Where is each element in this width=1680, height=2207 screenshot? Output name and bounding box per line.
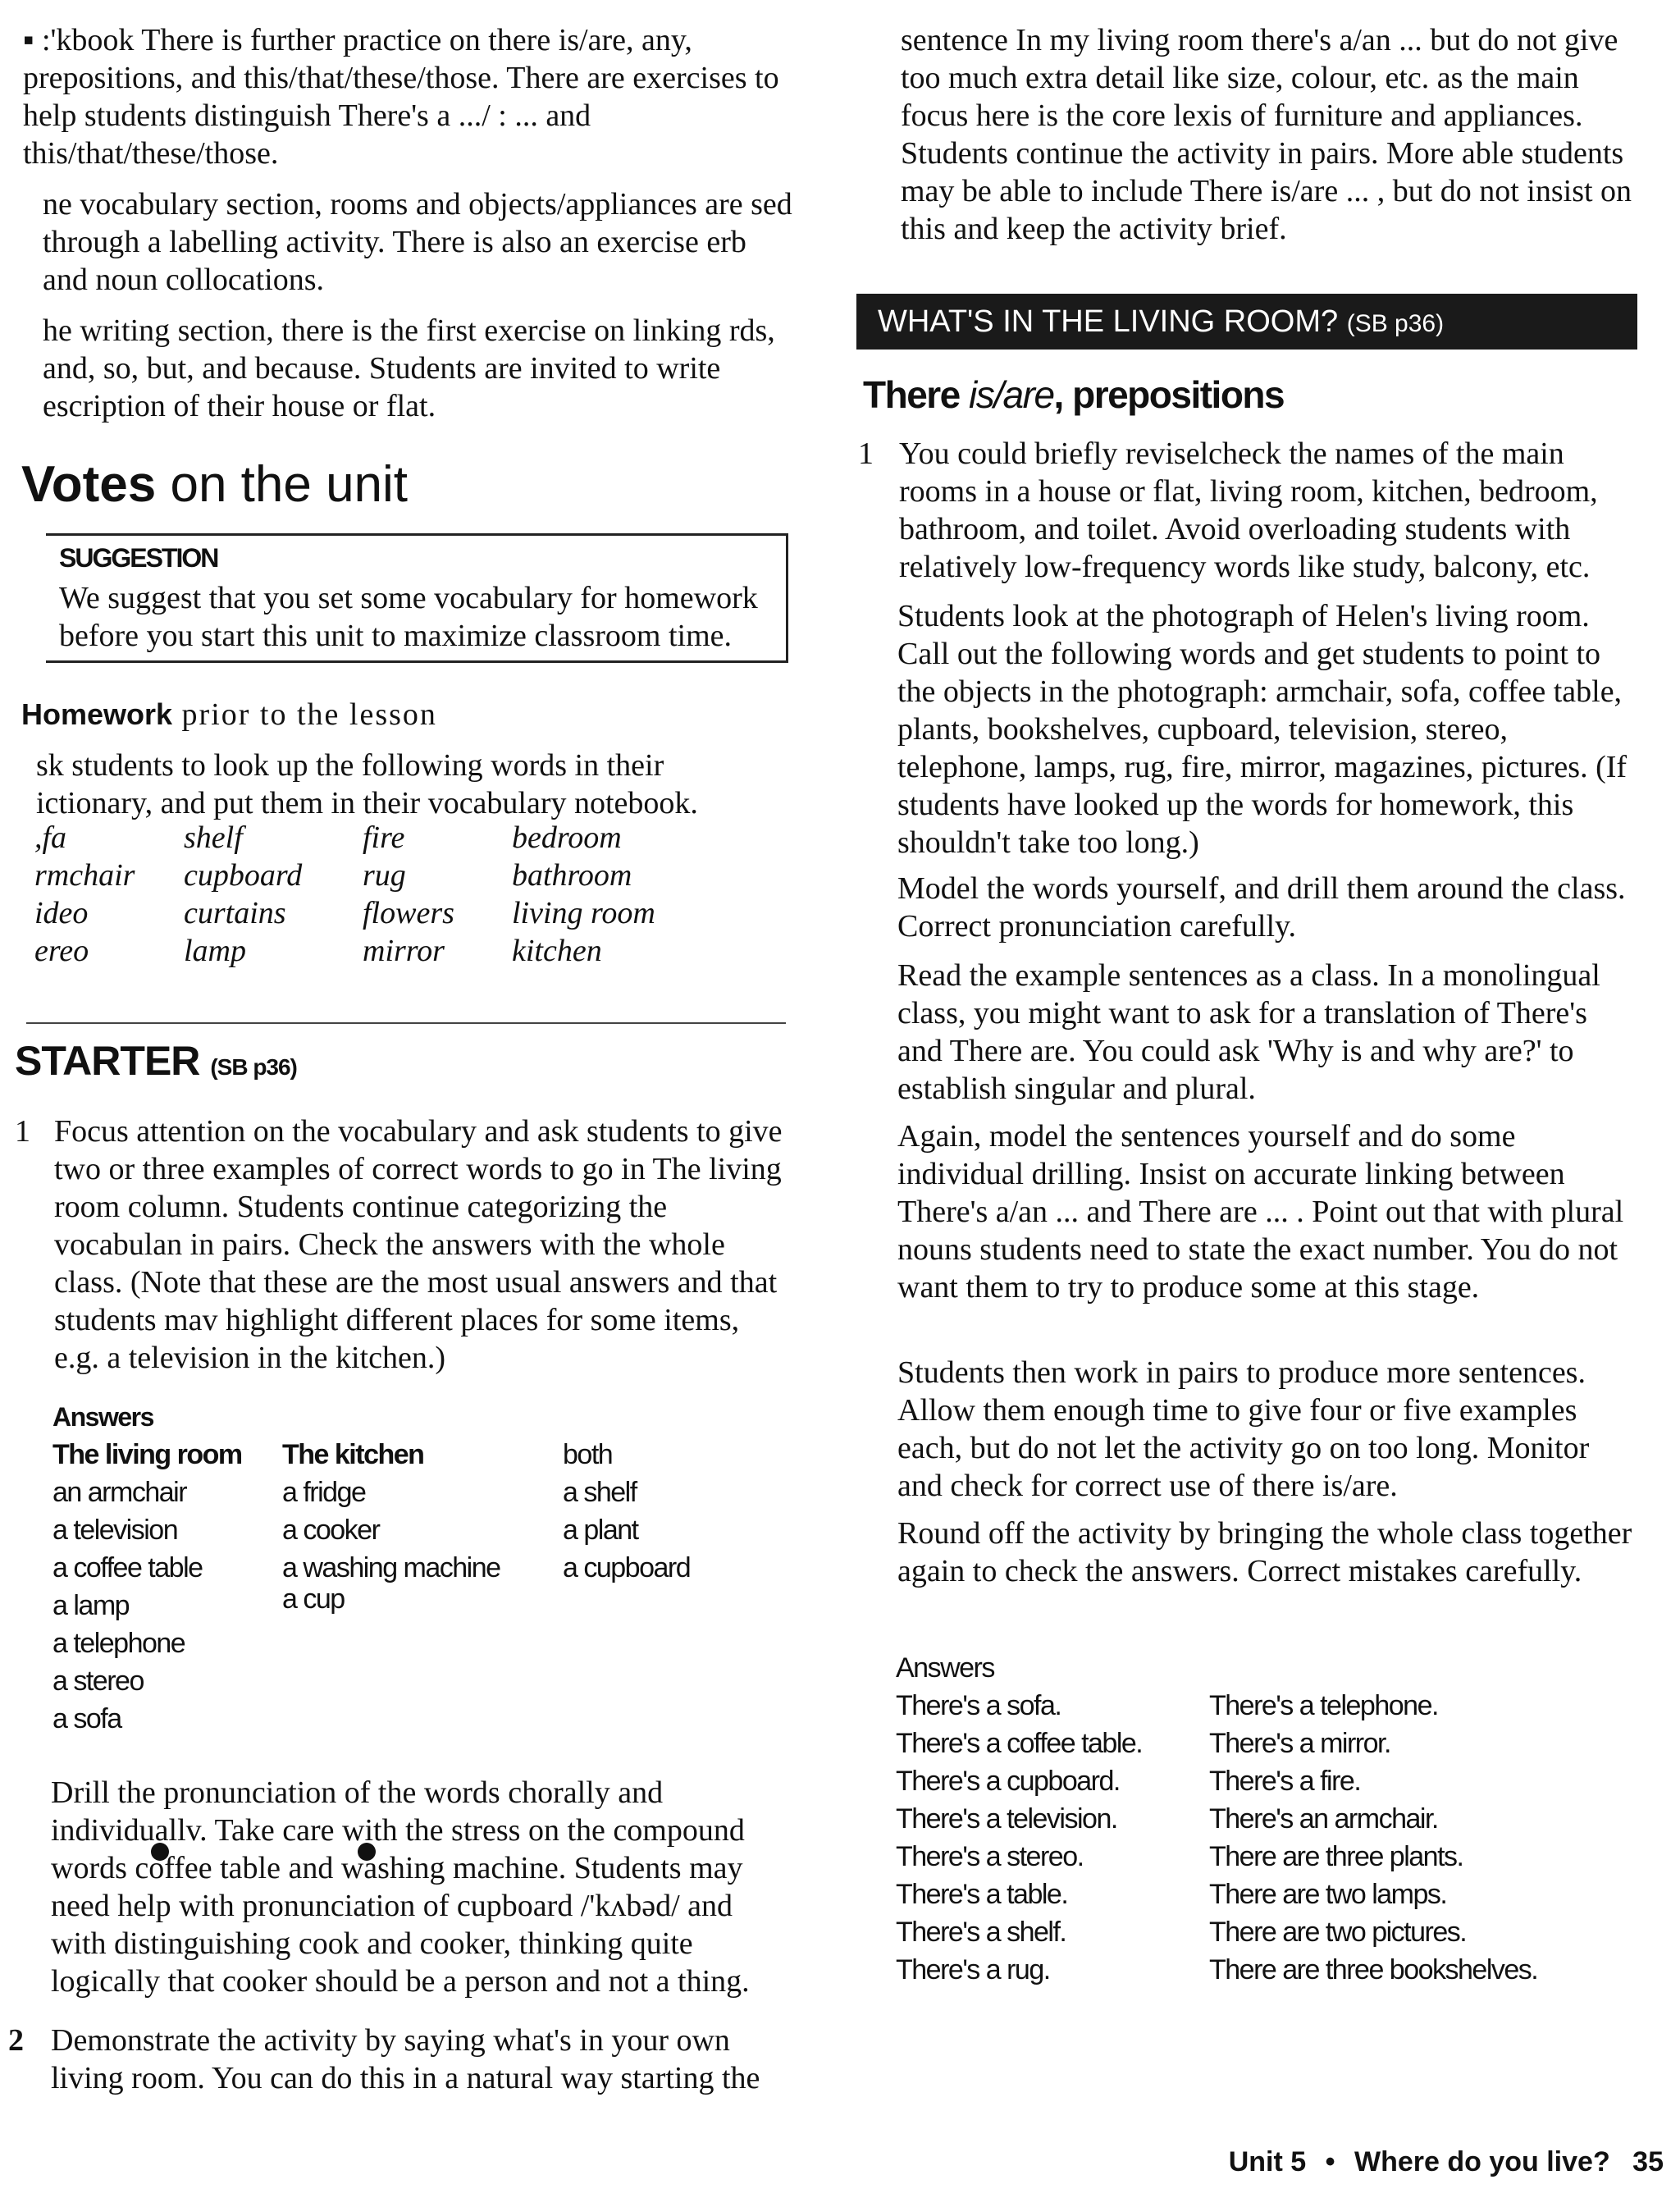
answers-item: a cup (282, 1583, 345, 1615)
starter-item1-text: Focus attention on the vocabulary and ask students to give two or three examples of correct words to go in The living room column. Students continue categorizing the vocabulan in pairs. Check the answers with the whole class. (Note that these are the most usual answers and that students mav highlight different places for some items, e.g. a television in the kitchen.) (54, 1114, 783, 1375)
right-paragraph: Model the words yourself, and drill them around the class. Correct pronunciation carefully. (897, 871, 1626, 944)
answers-item: There's a television. (896, 1803, 1117, 1835)
homework-word: bedroom (512, 820, 622, 855)
homework-word: lamp (184, 934, 246, 968)
answers-item: a shelf (563, 1477, 637, 1508)
answers-item: There's a table. (896, 1879, 1068, 1910)
right-paragraph: Round off the activity by bringing the whole class together again to check the answers. Correct mistakes carefully. (897, 1516, 1632, 1588)
answers-item: There are three bookshelves. (1209, 1954, 1538, 1985)
answers-label: Answers (52, 1402, 153, 1432)
homework-word: fire (363, 820, 405, 855)
answers-item: a lamp (52, 1590, 130, 1621)
right-answers-table (896, 1649, 1634, 1994)
right-paragraph: You could briefly reviselcheck the names of the main rooms in a house or flat, living room, kitchen, bedroom, bathroom, and toilet. Avoid overloading students with relatively low-frequency words like study, balcony, etc. (899, 436, 1598, 584)
answers-item: There are two pictures. (1209, 1917, 1467, 1948)
intro-writing-paragraph: he writing section, there is the first exercise on linking rds, and, so, but, and because. Students are invited to write escription of their house or flat. (43, 313, 775, 423)
answers-item: There's a fire. (1209, 1766, 1361, 1797)
starter-drill-text: Drill the pronunciation of the words chorally and individuallv. Take care with the stress on the compound words coffee table and washing machine. Students may need help with pronunciation of cupboard /'kʌbəd/ and with distinguishing cook and cooker, thinking quite logically that cooker should be a person and not a thing. (51, 1775, 750, 1999)
answers-item: There's a mirror. (1209, 1728, 1390, 1759)
intro-vocabulary-paragraph: ne vocabulary section, rooms and objects/appliances are sed through a labelling activity. There is also an exercise erb and noun collocations. (43, 187, 792, 297)
starter-item2-text: Demonstrate the activity by saying what's in your own living room. You can do this in a natural way starting the (51, 2023, 760, 2095)
right-paragraph: Students look at the photograph of Helen's living room. Call out the following words and get students to point to the objects in the photograph: armchair, sofa, coffee table, plants, bookshelves, cupboard, television, stereo, telephone, lamps, rug, fire, mirror, magazines, pictures. (If students have looked up the words for homework, this shouldn't take too long.) (897, 599, 1628, 860)
answers-item: There's a shelf. (896, 1917, 1066, 1948)
right-paragraph: Read the example sentences as a class. In a monolingual class, you might want to ask for a translation of There's and There are. You could ask 'Why is and why are?' to establish singular and plural. (897, 958, 1600, 1106)
answers-item: an armchair (52, 1477, 187, 1508)
starter-answers-table (52, 1398, 791, 1743)
answers-item: a stereo (52, 1666, 144, 1697)
answers-item: a cupboard (563, 1552, 691, 1583)
answers-item: There's a coffee table. (896, 1728, 1143, 1759)
starter-item2-number: 2 (8, 2023, 24, 2058)
page-footer: Unit 5 • Where do you live? 35 (1228, 2146, 1664, 2177)
homework-word: flowers (363, 896, 454, 930)
answers-item: a plant (563, 1515, 638, 1546)
homework-word: shelf (184, 820, 243, 855)
starter-item1-number: 1 (15, 1114, 30, 1149)
homework-word: kitchen (512, 934, 602, 968)
suggestion-text: We suggest that you set some vocabulary for homework before you start this unit to maximize classroom time. (59, 581, 758, 653)
section-divider (26, 1022, 786, 1024)
answers-item: There are three plants. (1209, 1841, 1463, 1872)
section-heading: There is/are, prepositions (863, 373, 1285, 416)
answers-item: a sofa (52, 1703, 121, 1734)
homework-word: rmchair (34, 858, 135, 893)
homework-word: bathroom (512, 858, 632, 893)
answers-item: There's an armchair. (1209, 1803, 1438, 1835)
answers-item: There's a telephone. (1209, 1690, 1438, 1721)
right-paragraph: Students then work in pairs to produce more sentences. Allow them enough time to give four or five examples each, but do not let the activity go on too long. Monitor and check for correct use of there is/are. (897, 1355, 1590, 1503)
answers-item: There's a rug. (896, 1954, 1050, 1985)
homework-word: living room (512, 896, 655, 930)
suggestion-title: SUGGESTION (59, 543, 218, 573)
homework-text: sk students to look up the following words in their ictionary, and put them in their vocabulary notebook. (36, 748, 698, 820)
notes-on-unit-heading: Votes on the unit (21, 456, 409, 513)
answers-item: a washing machine (282, 1552, 500, 1583)
homework-word: curtains (184, 896, 286, 930)
homework-word: ideo (34, 896, 89, 930)
answers-header: The kitchen (282, 1439, 424, 1470)
answers-item: There are two lamps. (1209, 1879, 1447, 1910)
answers-header: both (563, 1439, 613, 1470)
homework-heading: Homework prior to the lesson (21, 697, 437, 732)
answers-item: There's a cupboard. (896, 1766, 1120, 1797)
homework-word: ,fa (34, 820, 67, 855)
answers-item: a television (52, 1515, 178, 1546)
answers-item: a coffee table (52, 1552, 203, 1583)
answers-item: There's a stereo. (896, 1841, 1084, 1872)
answers-item: There's a sofa. (896, 1690, 1061, 1721)
homework-word: mirror (363, 934, 445, 968)
section-banner: WHAT'S IN THE LIVING ROOM? (SB p36) (856, 294, 1637, 350)
homework-word: ereo (34, 934, 89, 968)
homework-word: cupboard (184, 858, 303, 893)
answers-item: a fridge (282, 1477, 366, 1508)
intro-workbook-paragraph: ▪ :'kbook There is further practice on there is/are, any, prepositions, and this/that/these/those. There are exercises to help students distinguish There's a .../ : ... and this/that/these/those. (23, 23, 779, 171)
answers-item: a cooker (282, 1515, 380, 1546)
right-paragraph: Again, model the sentences yourself and do some individual drilling. Insist on accurate linking between There's a/an ... and There are ... . Point out that with plural nouns students need to state the exact number. You do not want them to try to produce some at this stage. (897, 1119, 1624, 1305)
answers-label: Answers (896, 1652, 994, 1684)
homework-word: rug (363, 858, 406, 893)
right-continuation-text: sentence In my living room there's a/an ... but do not give too much extra detail like size, colour, etc. as the main focus here is the core lexis of furniture and appliances. Students continue the activity in pairs. More able students may be able to include There is/are ... , but do not insist on this and keep the activity brief. (901, 23, 1632, 246)
right-item1-number: 1 (858, 436, 874, 471)
answers-header: The living room (52, 1439, 242, 1470)
answers-item: a telephone (52, 1628, 185, 1659)
starter-heading: STARTER (SB p36) (15, 1038, 297, 1084)
